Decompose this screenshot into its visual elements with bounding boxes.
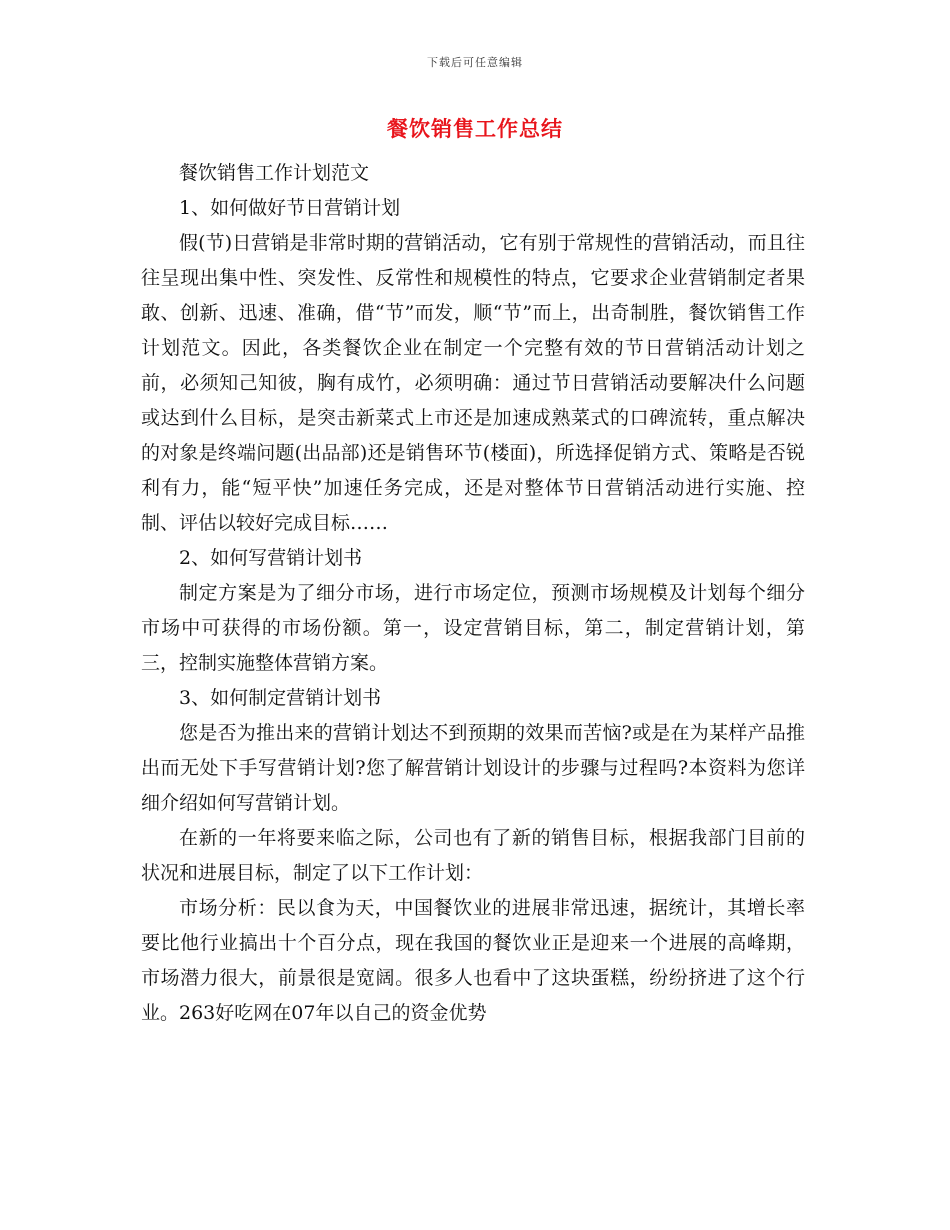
paragraph-heading-1: 1、如何做好节日营销计划 [179, 197, 401, 219]
paragraph: 假(节)日营销是非常时期的营销活动，它有别于常规性的营销活动，而且往往呈现出集中性、突发性、反常性和规模性的特点，它要求企业营销制定者果敢、创新、迅速、准确，借“节”而发，顺“节”而上，出奇制胜，餐饮销售工作计划范文。因此，各类餐饮企业在制定一个完整有效的节日营销活动计划之前，必须知己知彼，胸有成竹，必须明确：通过节日营销活动要解决什么问题或达到什么目标，是突击新菜式上市还是加速成熟菜式的口碑流转，重点解决的对象是终端问题(出品部)还是销售环节(楼面)，所选择促销方式、策略是否锐利有力，能“短平快”加速任务完成，还是对整体节日营销活动进行实施、控制、评估以较好完成目标…… [141, 232, 805, 534]
paragraph-heading-3: 3、如何制定营销计划书 [179, 687, 382, 709]
document-body [141, 156, 805, 1031]
paragraph: 您是否为推出来的营销计划达不到预期的效果而苦恼?或是在为某样产品推出而无处下手写营销计划?您了解营销计划设计的步骤与过程吗?本资料为您详细介绍如何写营销计划。 [141, 722, 805, 814]
paragraph: 市场分析：民以食为天，中国餐饮业的进展非常迅速，据统计，其增长率要比他行业搞出十个百分点，现在我国的餐饮业正是迎来一个进展的高峰期，市场潜力很大，前景很是宽阔。很多人也看中了这块蛋糕，纷纷挤进了这个行业。263好吃网在07年以自己的资金优势 [141, 897, 805, 1024]
paragraph: 在新的一年将要来临之际，公司也有了新的销售目标，根据我部门目前的状况和进展目标，制定了以下工作计划： [141, 827, 805, 884]
header-note: 下载后可任意编辑 [427, 56, 523, 69]
document-title: 餐饮销售工作总结 [387, 117, 563, 141]
paragraph: 制定方案是为了细分市场，进行市场定位，预测市场规模及计划每个细分市场中可获得的市场份额。第一，设定营销目标，第二，制定营销计划，第三，控制实施整体营销方案。 [141, 582, 805, 674]
paragraph-heading-2: 2、如何写营销计划书 [179, 547, 363, 569]
paragraph-subtitle: 餐饮销售工作计划范文 [179, 162, 370, 184]
